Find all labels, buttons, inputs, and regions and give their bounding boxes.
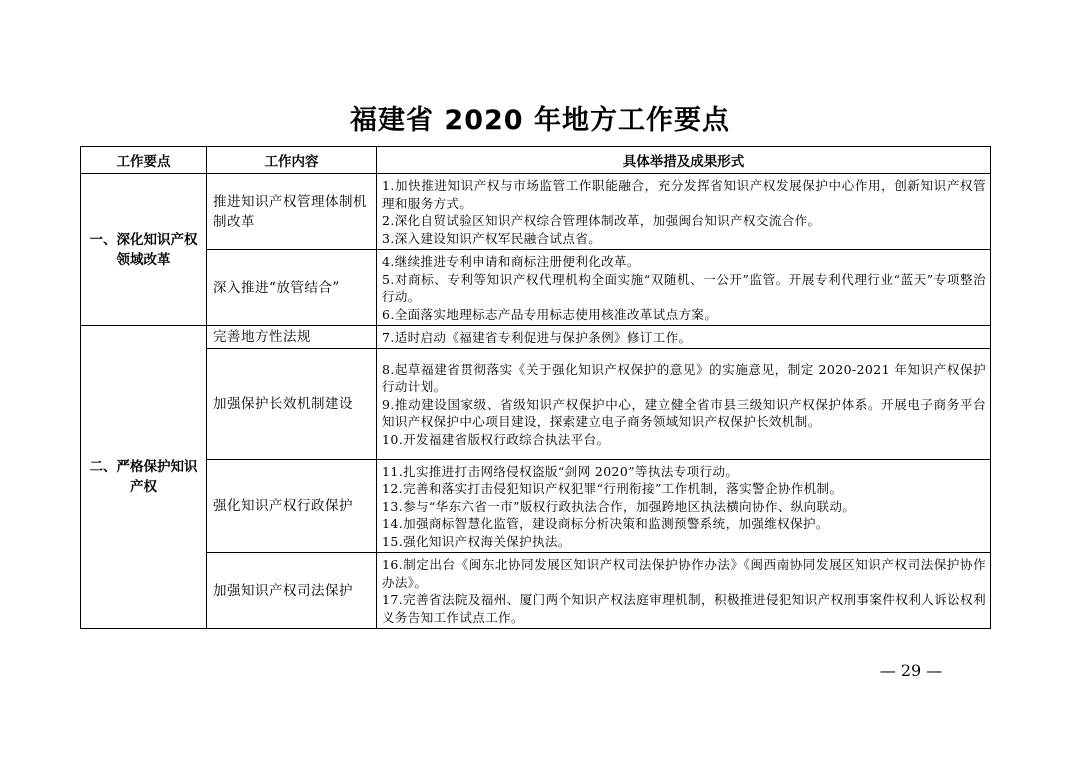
table-row <box>81 174 991 250</box>
header-measures: 具体举措及成果形式 <box>377 147 991 174</box>
subsection-cell: 加强知识产权司法保护 <box>207 553 377 629</box>
measure-item: 17.完善省法院及福州、厦门两个知识产权法庭审理机制，积极推进侵犯知识产权刑事案件权利人诉讼权利义务告知工作试点工作。 <box>382 592 986 625</box>
measure-item: 15.强化知识产权海关保护执法。 <box>382 533 571 549</box>
measure-item: 6.全面落实地理标志产品专用标志使用核准改革试点方案。 <box>382 306 718 322</box>
category-cell: 二、严格保护知识产权 <box>81 326 207 629</box>
measure-item: 2.深化自贸试验区知识产权综合管理体制改革，加强闽台知识产权交流合作。 <box>382 213 821 228</box>
measures-cell <box>377 553 991 629</box>
subsection-cell: 加强保护长效机制建设 <box>207 349 377 460</box>
measures-cell <box>377 460 991 553</box>
header-work-point: 工作要点 <box>81 147 207 174</box>
measure-item: 4.继续推进专利申请和商标注册便利化改革。 <box>382 254 640 269</box>
measure-item: 7.适时启动《福建省专利促进与保护条例》修订工作。 <box>382 329 692 345</box>
measure-item: 9.推动建设国家级、省级知识产权保护中心，建立健全省市县三级知识产权保护体系。开展电子商务平台知识产权保护中心项目建设，探索建立电子商务领域知识产权保护长效机制。 <box>382 396 986 430</box>
subsection-cell: 强化知识产权行政保护 <box>207 460 377 553</box>
header-work-content: 工作内容 <box>207 147 377 174</box>
measures-cell <box>377 250 991 326</box>
table-row <box>81 460 991 553</box>
subsection-cell: 完善地方性法规 <box>207 326 377 349</box>
measure-item: 3.深入建设知识产权军民融合试点省。 <box>382 230 602 246</box>
measures-cell <box>377 349 991 460</box>
measure-item: 1.加快推进知识产权与市场监管工作职能融合，充分发挥省知识产权发展保护中心作用，创新知识产权管理和服务方式。 <box>382 178 986 211</box>
measure-item: 5.对商标、专利等知识产权代理机构全面实施“双随机、一公开”监管。开展专利代理行业“蓝天”专项整治行动。 <box>382 271 986 304</box>
work-points-table <box>80 146 991 629</box>
measures-cell <box>377 326 991 349</box>
measure-item: 16.制定出台《闽东北协同发展区知识产权司法保护协作办法》《闽西南协同发展区知识产权司法保护协作办法》。 <box>382 557 986 590</box>
measure-item: 11.扎实推进打击网络侵权盗版“剑网 2020”等执法专项行动。 <box>382 463 739 479</box>
measures-cell <box>377 174 991 250</box>
document-title: 福建省 2020 年地方工作要点 <box>350 105 730 136</box>
measure-item: 8.起草福建省贯彻落实《关于强化知识产权保护的意见》的实施意见，制定 2020-2021 年知识产权保护行动计划。 <box>382 361 986 395</box>
subsection-cell: 深入推进“放管结合” <box>207 250 377 326</box>
page-number: — 29 — <box>879 661 943 680</box>
subsection-cell: 推进知识产权管理体制机制改革 <box>207 174 377 250</box>
category-cell: 一、深化知识产权领域改革 <box>81 174 207 326</box>
measure-item: 13.参与“华东六省一市”版权行政执法合作，加强跨地区执法横向协作、纵向联动。 <box>382 498 856 514</box>
table-row <box>81 349 991 460</box>
measure-item: 12.完善和落实打击侵犯知识产权犯罪“行刑衔接”工作机制，落实警企协作机制。 <box>382 481 843 497</box>
measure-item: 10.开发福建省版权行政综合执法平台。 <box>382 431 610 447</box>
measure-item: 14.加强商标智慧化监管，建设商标分析决策和监测预警系统，加强维权保护。 <box>382 516 829 532</box>
table-row <box>81 326 991 349</box>
table-header-row <box>81 147 991 174</box>
table-row <box>81 553 991 629</box>
table-row <box>81 250 991 326</box>
